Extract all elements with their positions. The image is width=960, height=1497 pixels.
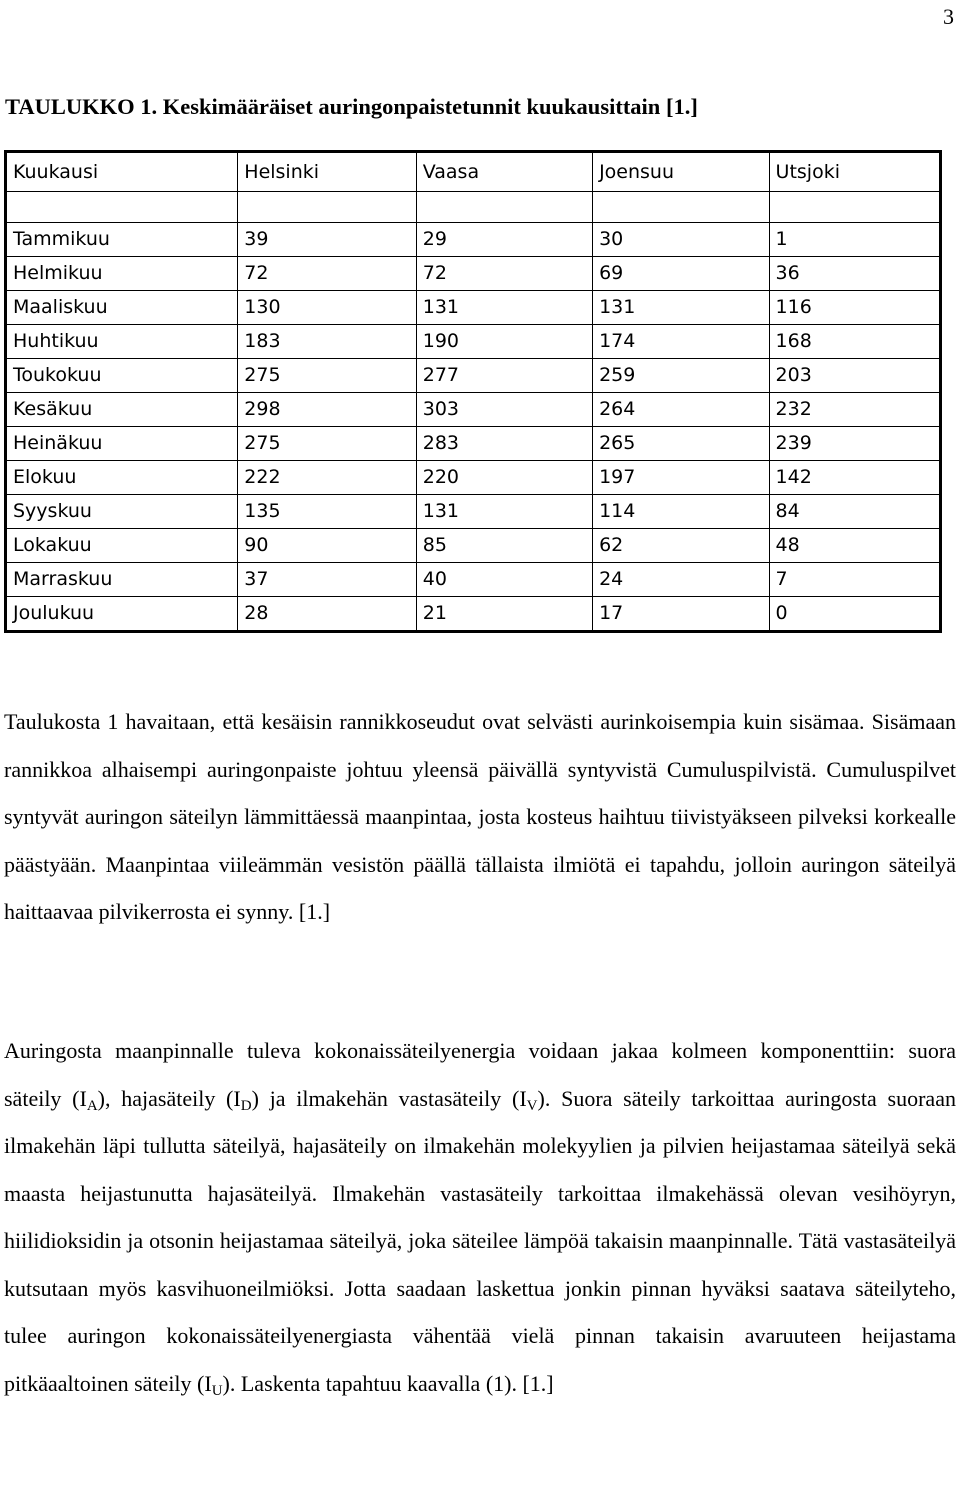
cell-utsjoki: 168: [769, 325, 940, 359]
cell-utsjoki: 232: [769, 393, 940, 427]
cell-utsjoki: 1: [769, 223, 940, 257]
table-row: [6, 393, 941, 427]
header-helsinki: Helsinki: [238, 152, 416, 192]
blank-row: [6, 192, 941, 223]
table-row: [6, 597, 941, 632]
cell-joensuu: 24: [593, 563, 769, 597]
cell-utsjoki: 142: [769, 461, 940, 495]
header-utsjoki: Utsjoki: [769, 152, 940, 192]
cell-helsinki: 183: [238, 325, 416, 359]
cell-month: Helmikuu: [6, 257, 238, 291]
paragraph-text: ) ja ilmakehän vastasäteily (I: [251, 1085, 527, 1111]
subscript: D: [240, 1097, 252, 1114]
table-header-row: [6, 152, 941, 192]
cell-vaasa: 220: [416, 461, 592, 495]
cell-joensuu: 69: [593, 257, 769, 291]
table-cell: [238, 192, 416, 223]
paragraph-sunshine-analysis: Taulukosta 1 havaitaan, että kesäisin rannikkoseudut ovat selvästi aurinkoisempia kuin sisämaa. Sisämaan rannikkoa alhaisempi auringonpaiste johtuu yleensä päivällä syntyvistä Cumuluspilvistä. Cumuluspilvet syntyvät auringon säteilyn lämmittäessä maanpintaa, josta kosteus haihtuu tiivistyäkseen pilveksi korkealle päästyään. Maanpintaa viileämmän vesistön päällä tällaista ilmiötä ei tapahdu, jolloin auringon säteilyä haittaavaa pilvikerrosta ei synny. [1.]: [4, 709, 956, 924]
cell-vaasa: 190: [416, 325, 592, 359]
cell-month: Tammikuu: [6, 223, 238, 257]
cell-helsinki: 275: [238, 359, 416, 393]
cell-joensuu: 197: [593, 461, 769, 495]
cell-vaasa: 131: [416, 495, 592, 529]
cell-joensuu: 265: [593, 427, 769, 461]
cell-utsjoki: 239: [769, 427, 940, 461]
table-row: [6, 563, 941, 597]
cell-month: Elokuu: [6, 461, 238, 495]
cell-month: Marraskuu: [6, 563, 238, 597]
cell-utsjoki: 0: [769, 597, 940, 632]
cell-vaasa: 277: [416, 359, 592, 393]
header-vaasa: Vaasa: [416, 152, 592, 192]
cell-vaasa: 29: [416, 223, 592, 257]
cell-helsinki: 135: [238, 495, 416, 529]
sunshine-hours-table: [4, 150, 942, 633]
table-row: [6, 257, 941, 291]
cell-helsinki: 72: [238, 257, 416, 291]
cell-vaasa: 40: [416, 563, 592, 597]
cell-month: Joulukuu: [6, 597, 238, 632]
cell-helsinki: 130: [238, 291, 416, 325]
table-row: [6, 461, 941, 495]
cell-joensuu: 30: [593, 223, 769, 257]
cell-utsjoki: 48: [769, 529, 940, 563]
table-caption: TAULUKKO 1. Keskimääräiset auringonpaistetunnit kuukausittain [1.]: [5, 94, 698, 119]
subscript: A: [86, 1097, 98, 1114]
cell-joensuu: 264: [593, 393, 769, 427]
cell-utsjoki: 36: [769, 257, 940, 291]
cell-utsjoki: 203: [769, 359, 940, 393]
table-row: [6, 291, 941, 325]
table-row: [6, 495, 941, 529]
cell-utsjoki: 116: [769, 291, 940, 325]
header-month: Kuukausi: [6, 152, 238, 192]
cell-helsinki: 298: [238, 393, 416, 427]
cell-vaasa: 283: [416, 427, 592, 461]
cell-vaasa: 72: [416, 257, 592, 291]
paragraph-text: Auringosta maanpinnalle tuleva kokonaissäteilyenergia voidaan jakaa kolmeen komponenttiin: suora säteily (I: [4, 1038, 956, 1111]
cell-month: Maaliskuu: [6, 291, 238, 325]
cell-vaasa: 85: [416, 529, 592, 563]
cell-helsinki: 222: [238, 461, 416, 495]
header-joensuu: Joensuu: [593, 152, 769, 192]
cell-month: Heinäkuu: [6, 427, 238, 461]
cell-month: Toukokuu: [6, 359, 238, 393]
table-row: [6, 529, 941, 563]
cell-month: Huhtikuu: [6, 325, 238, 359]
cell-month: Syyskuu: [6, 495, 238, 529]
cell-helsinki: 28: [238, 597, 416, 632]
cell-joensuu: 17: [593, 597, 769, 632]
cell-joensuu: 259: [593, 359, 769, 393]
cell-vaasa: 303: [416, 393, 592, 427]
cell-joensuu: 174: [593, 325, 769, 359]
cell-vaasa: 21: [416, 597, 592, 632]
page-number: 3: [943, 4, 954, 29]
paragraph-radiation-components: [4, 1027, 956, 1407]
paragraph-text: ). Laskenta tapahtuu kaavalla (1). [1.]: [222, 1370, 554, 1396]
cell-helsinki: 39: [238, 223, 416, 257]
table-row: [6, 223, 941, 257]
cell-vaasa: 131: [416, 291, 592, 325]
table-body: [6, 192, 941, 632]
cell-utsjoki: 84: [769, 495, 940, 529]
table-cell: [6, 192, 238, 223]
table-cell: [593, 192, 769, 223]
cell-helsinki: 275: [238, 427, 416, 461]
table-row: [6, 427, 941, 461]
cell-helsinki: 90: [238, 529, 416, 563]
cell-joensuu: 62: [593, 529, 769, 563]
cell-helsinki: 37: [238, 563, 416, 597]
cell-joensuu: 131: [593, 291, 769, 325]
table-cell: [769, 192, 940, 223]
subscript: U: [211, 1382, 223, 1399]
paragraph-text: ), hajasäteily (I: [97, 1085, 241, 1111]
cell-joensuu: 114: [593, 495, 769, 529]
table-row: [6, 359, 941, 393]
table-row: [6, 325, 941, 359]
cell-month: Lokakuu: [6, 529, 238, 563]
cell-utsjoki: 7: [769, 563, 940, 597]
subscript: V: [526, 1097, 538, 1114]
table-cell: [416, 192, 592, 223]
paragraph-text: ). Suora säteily tarkoittaa auringosta suoraan ilmakehän läpi tullutta säteilyä, hajasäteily on ilmakehän molekyylien ja pilvien heijastamaa säteilyä sekä maasta heijastunutta hajasäteilyä. Ilmakehän vastasäteily tarkoittaa ilmakehässä olevan vesihöyryn, hiilidioksidin ja otsonin heijastamaa säteilyä, joka säteilee lämpöä takaisin maanpinnalle. Tätä vastasäteilyä kutsutaan myös kasvihuoneilmiöksi. Jotta saadaan laskettua jonkin pinnan hyväksi saatava säteilyteho, tulee auringon kokonaissäteilyenergiasta vähentää vielä pinnan takaisin avaruuteen heijastama pitkäaaltoinen säteily (I: [4, 1085, 956, 1396]
cell-month: Kesäkuu: [6, 393, 238, 427]
